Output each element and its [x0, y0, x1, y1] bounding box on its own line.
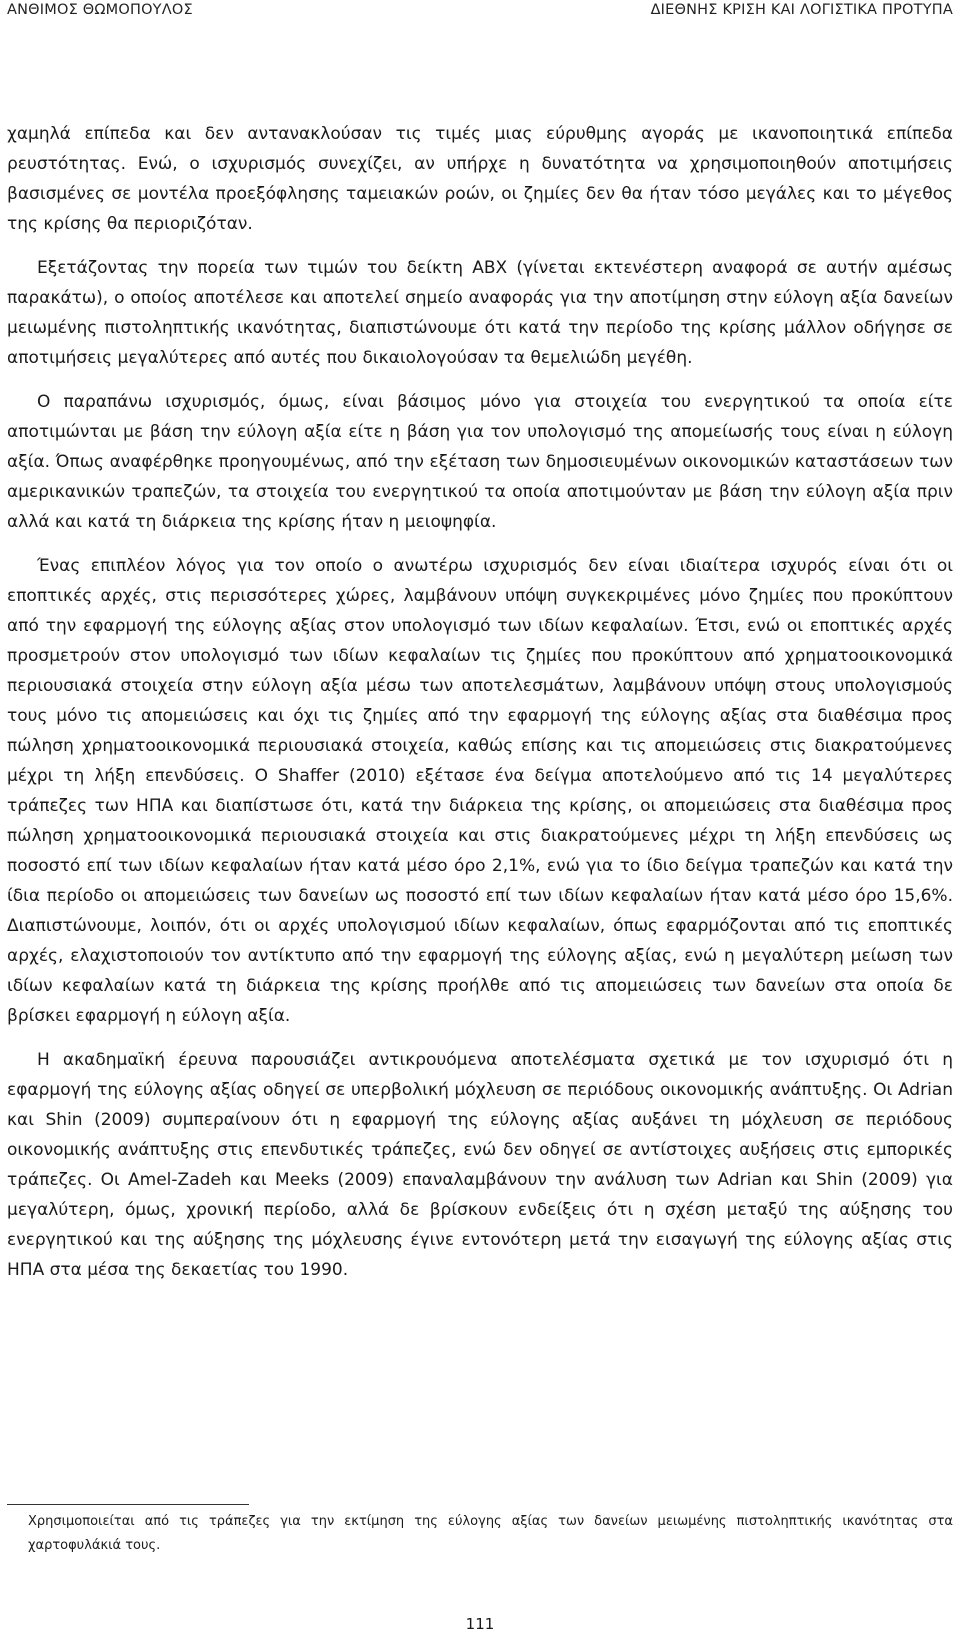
paragraph: Εξετάζοντας την πορεία των τιμών του δείκτη ΑΒΧ (γίνεται εκτενέστερη αναφορά σε αυτήν αμέσως παρακάτω), ο οποίος αποτέλεσε και αποτελεί σημείο αναφοράς για την αποτίμηση στην εύλογη αξία δανείων μειωμένης πιστοληπτικής ικανότητας, διαπιστώνουμε ότι κατά την περίοδο της κρίσης μάλλον οδήγησε σε αποτιμήσεις μεγαλύτερες από αυτές που δικαιολογούσαν τα θεμελιώδη μεγέθη.	[7, 258, 953, 368]
footnote-divider	[7, 1504, 249, 1505]
page-number: 111	[465, 1615, 495, 1633]
footnote-text: Χρησιμοποιείται από τις τράπεζες για την εκτίμηση της εύλογης αξίας των δανείων μειωμένης πιστοληπτικής ικανότητας στα χαρτοφυλάκιά τους.	[28, 1514, 953, 1553]
main-text	[7, 119, 953, 1299]
paragraph: Η ακαδημαϊκή έρευνα παρουσιάζει αντικρουόμενα αποτελέσματα σχετικά με τον ισχυρισμό ότι η εφαρμογή της εύλογης αξίας οδηγεί σε υπερβολική μόχλευση σε περιόδους οικονομικής ανάπτυξης. Οι Adrian και Shin (2009) συμπεραίνουν ότι η εφαρμογή της εύλογης αξίας αυξάνει τη μόχλευση σε περιόδους οικονομικής ανάπτυξης στις επενδυτικές τράπεζες, ενώ δεν οδηγεί σε αντίστοιχες αυξήσεις στις εμπορικές τράπεζες. Οι Amel-Zadeh και Meeks (2009) επαναλαμβάνουν την ανάλυση των Adrian και Shin (2009) για μεγαλύτερη, όμως, χρονική περίοδο, αλλά δε βρίσκουν ενδείξεις ότι η σχέση μεταξύ της αύξησης του ενεργητικού και της αύξησης της μόχλευσης έγινε εντονότερη μετά την εισαγωγή της εύλογης αξίας στις ΗΠΑ στα μέσα της δεκαετίας του 1990.	[7, 1050, 953, 1280]
paragraph: Ο παραπάνω ισχυρισμός, όμως, είναι βάσιμος μόνο για στοιχεία του ενεργητικού τα οποία είτε αποτιμώνται με βάση την εύλογη αξία είτε η βάση για τον υπολογισμό της απομείωσής τους είναι η εύλογη αξία. Όπως αναφέρθηκε προηγουμένως, από την εξέταση των δημοσιευμένων οικονομικών καταστάσεων των αμερικανικών τραπεζών, τα στοιχεία του ενεργητικού τα οποία αποτιμούνταν με βάση την εύλογη αξία πριν αλλά και κατά τη διάρκεια της κρίσης ήταν η μειοψηφία.	[7, 392, 953, 532]
running-header	[7, 2, 953, 18]
paragraph-continued: χαμηλά επίπεδα και δεν αντανακλούσαν τις τιμές μιας εύρυθμης αγοράς με ικανοποιητικά επίπεδα ρευστότητας. Ενώ, ο ισχυρισμός συνεχίζει, αν υπήρχε η δυνατότητα να χρησιμοποιηθούν αποτιμήσεις βασισμένες σε μοντέλα προεξόφλησης ταμειακών ροών, οι ζημίες δεν θα ήταν τόσο μεγάλες και το μέγεθος της κρίσης θα περιοριζόταν.	[7, 124, 953, 234]
header-author: ΑΝΘΙΜΟΣ ΘΩΜΟΠΟΥΛΟΣ	[7, 2, 193, 18]
header-title: ΔΙΕΘΝΗΣ ΚΡΙΣΗ ΚΑΙ ΛΟΓΙΣΤΙΚΑ ΠΡΟΤΥΠΑ	[650, 2, 953, 18]
paragraph: Ένας επιπλέον λόγος για τον οποίο ο ανωτέρω ισχυρισμός δεν είναι ιδιαίτερα ισχυρός είναι ότι οι εποπτικές αρχές, στις περισσότερες χώρες, λαμβάνουν υπόψη συγκεκριμένες μόνο ζημίες που προκύπτουν από την εφαρμογή της εύλογης αξίας στον υπολογισμό των ιδίων κεφαλαίων. Έτσι, ενώ οι εποπτικές αρχές προσμετρούν στον υπολογισμό των ιδίων κεφαλαίων τις ζημίες που προκύπτουν από χρηματοοικονομικά περιουσιακά στοιχεία στην εύλογη αξία μέσω των αποτελεσμάτων, λαμβάνουν υπόψη στους υπολογισμούς τους μόνο τις απομειώσεις και όχι τις ζημίες από την εφαρμογή της εύλογης αξίας στα διαθέσιμα προς πώληση χρηματοοικονομικά περιουσιακά στοιχεία, καθώς επίσης και τις απομειώσεις στις διακρατούμενες μέχρι τη λήξη επενδύσεις. Ο Shaffer (2010) εξέτασε ένα δείγμα αποτελούμενο από τις 14 μεγαλύτερες τράπεζες των ΗΠΑ και διαπίστωσε ότι, κατά την διάρκεια της κρίσης, οι απομειώσεις στα διαθέσιμα προς πώληση χρηματοοικονομικά περιουσιακά στοιχεία και στις διακρατούμενες μέχρι τη λήξη επενδύσεις ως ποσοστό επί των ιδίων κεφαλαίων ήταν κατά μέσο όρο 2,1%, ενώ για το ίδιο δείγμα τραπεζών και κατά την ίδια περίοδο οι απομειώσεις των δανείων ως ποσοστό επί των ιδίων κεφαλαίων ήταν κατά μέσο όρο 15,6%. Διαπιστώνουμε, λοιπόν, ότι οι αρχές υπολογισμού ιδίων κεφαλαίων, όπως εφαρμόζονται από τις εποπτικές αρχές, ελαχιστοποιούν τον αντίκτυπο από την εφαρμογή της εύλογης αξίας, ενώ η μεγαλύτερη μείωση των ιδίων κεφαλαίων κατά τη διάρκεια της κρίσης προήλθε από τις απομειώσεις των δανείων στα οποία δε βρίσκει εφαρμογή η εύλογη αξία.	[7, 556, 953, 1026]
